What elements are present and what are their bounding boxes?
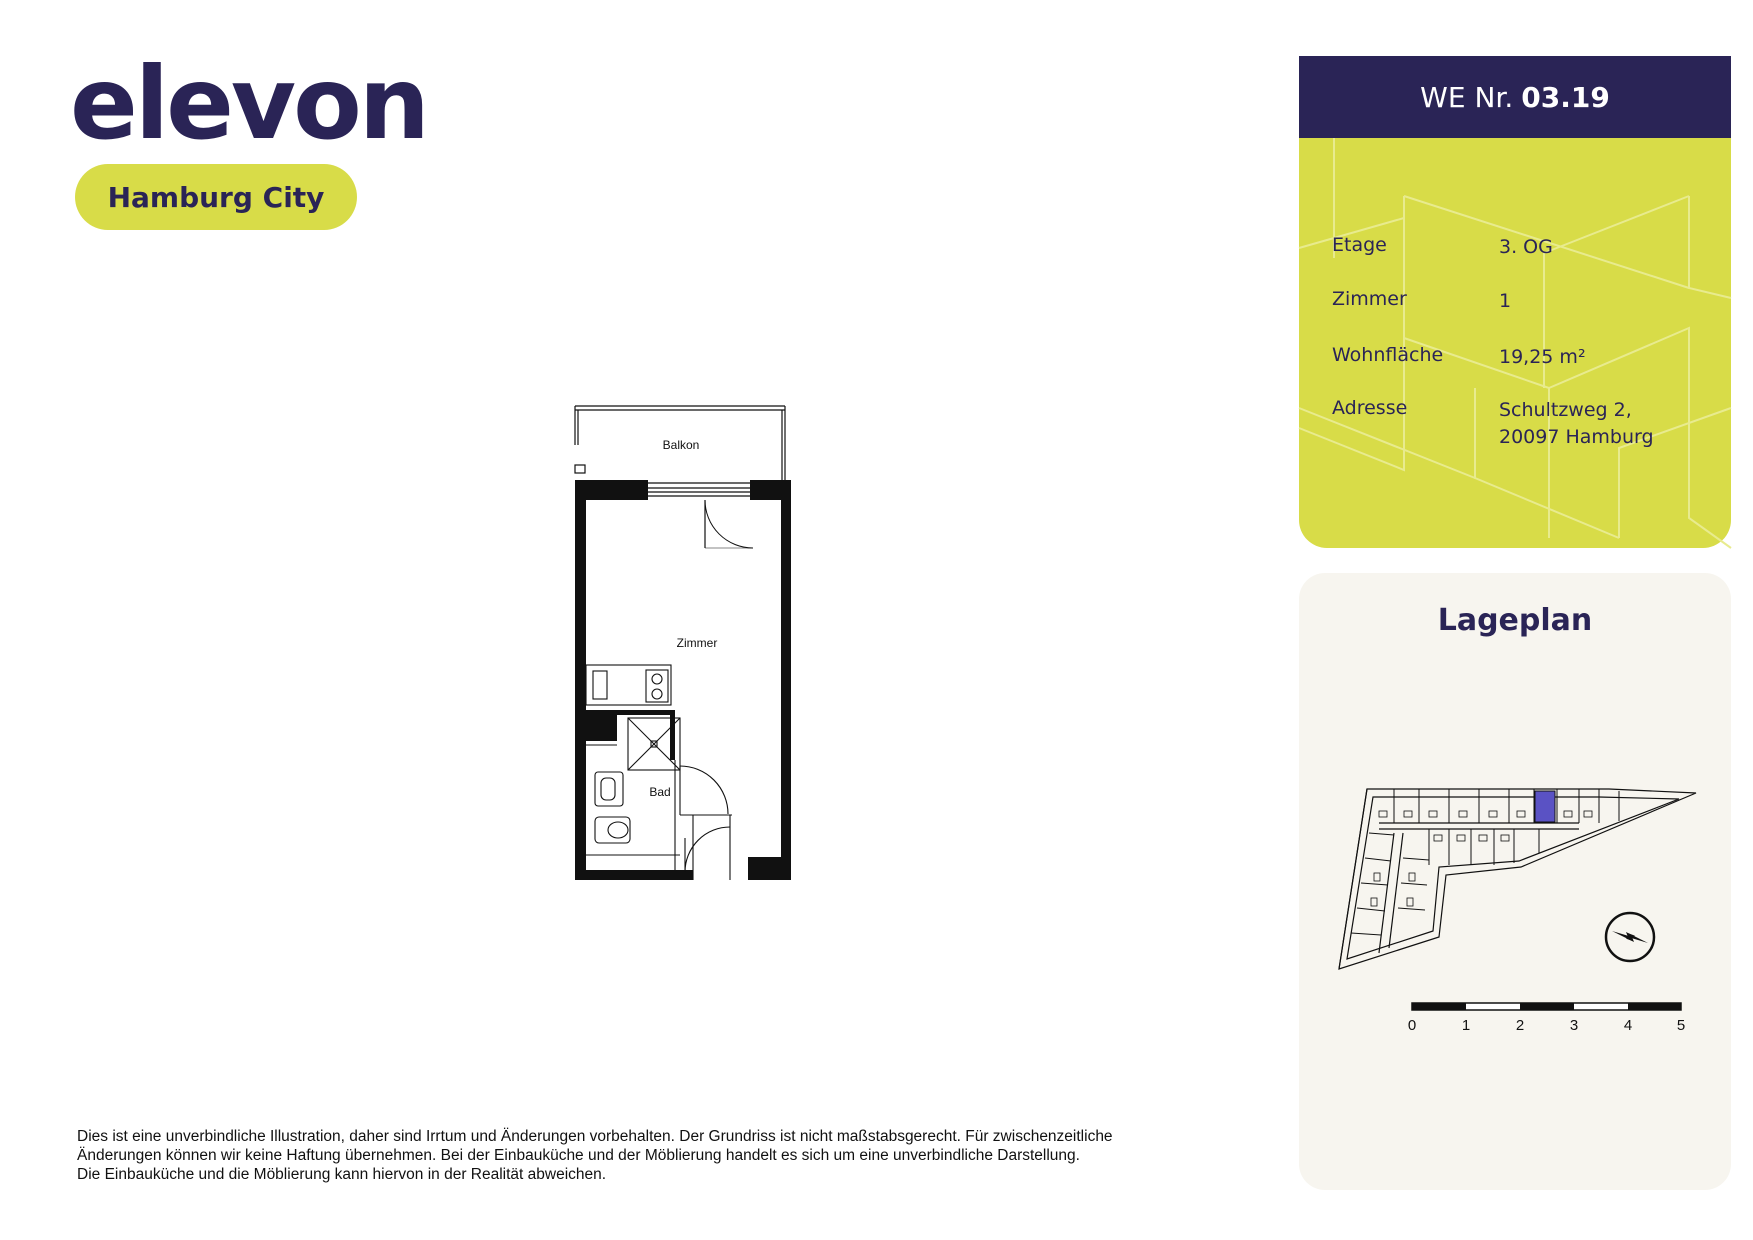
detail-label: Adresse	[1332, 397, 1408, 419]
location-badge	[75, 164, 357, 230]
unit-number: 03.19	[1521, 80, 1610, 114]
detail-label: Etage	[1332, 234, 1387, 256]
detail-value: 19,25 m²	[1499, 346, 1586, 368]
unit-number-header	[1299, 56, 1731, 138]
site-plan-map	[1299, 573, 1731, 1190]
scale-label: 1	[1461, 1017, 1471, 1034]
disclaimer-line: Die Einbauküche und die Möblierung kann hiervon in der Realität abweichen.	[77, 1166, 607, 1183]
bathroom	[586, 718, 732, 880]
scale-label: 0	[1407, 1017, 1417, 1034]
balcony-label: Balkon	[662, 438, 700, 452]
logo-wordmark: elevon	[70, 45, 427, 162]
detail-value: Schultzweg 2, 20097 Hamburg	[1499, 399, 1654, 448]
detail-label: Wohnfläche	[1332, 344, 1444, 366]
scale-label: 5	[1676, 1017, 1686, 1034]
unit-prefix: WE Nr.	[1420, 80, 1514, 114]
scale-label: 3	[1569, 1017, 1579, 1034]
scale-label: 2	[1515, 1017, 1525, 1034]
site-plan-title: Lageplan	[1437, 603, 1593, 638]
scale-label: 4	[1623, 1017, 1633, 1034]
location-label: Hamburg City	[107, 180, 325, 214]
kitchenette	[586, 665, 671, 705]
site-plan-card	[1299, 573, 1731, 1190]
bath-label: Bad	[649, 785, 671, 799]
floor-plan	[560, 400, 810, 890]
unit-info-card	[1299, 56, 1731, 548]
decorative-pattern	[1299, 138, 1731, 548]
disclaimer	[77, 1127, 1177, 1184]
detail-value: 3. OG	[1499, 236, 1553, 258]
north-arrow-icon	[1606, 913, 1654, 961]
room-label: Zimmer	[676, 636, 718, 650]
scale-bar	[1408, 1003, 1685, 1034]
north-label: N	[1625, 932, 1638, 943]
detail-label: Zimmer	[1332, 288, 1407, 310]
disclaimer-line: Dies ist eine unverbindliche Illustration, daher sind Irrtum und Änderungen vorbehalten. Der Grundriss ist nicht maßstabsgerecht. Für zwischenzeitliche	[77, 1128, 1113, 1145]
disclaimer-line: Änderungen können wir keine Haftung übernehmen. Bei der Einbauküche und der Möblierung handelt es sich um eine unverbindliche Darstellung.	[77, 1147, 1080, 1164]
highlighted-unit	[1535, 791, 1555, 822]
elevon-logo	[70, 45, 427, 162]
detail-value: 1	[1499, 290, 1512, 312]
